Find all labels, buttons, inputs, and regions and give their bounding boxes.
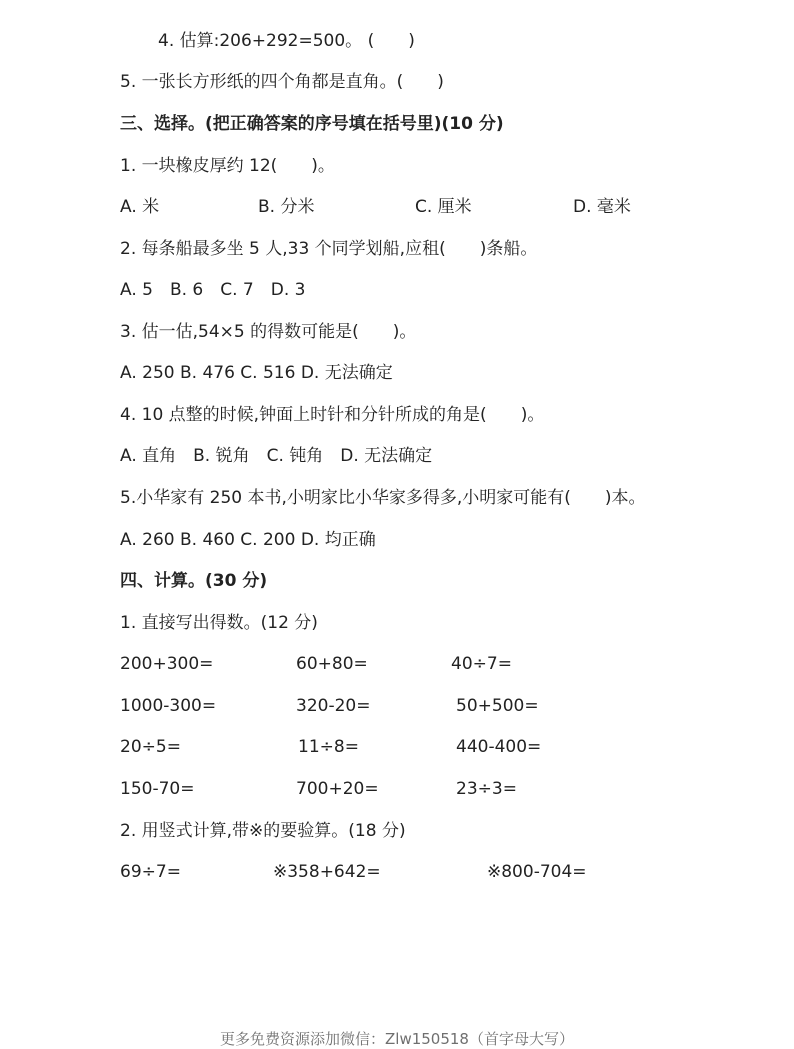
choice-question-5: 5.小华家有 250 本书,小明家比小华家多得多,小明家可能有( )本。 xyxy=(120,488,646,508)
calc-part-2-title: 2. 用竖式计算,带※的要验算。(18 分) xyxy=(120,821,406,841)
choice-3-options: A. 250 B. 476 C. 516 D. 无法确定 xyxy=(120,363,393,383)
oral-calc-item: 20÷5= xyxy=(120,737,181,757)
oral-calc-item: 320-20= xyxy=(296,696,371,716)
vertical-calc-item: ※800-704= xyxy=(487,862,587,882)
choice-1-option-d: D. 毫米 xyxy=(573,197,631,217)
choice-question-1: 1. 一块橡皮厚约 12( )。 xyxy=(120,156,335,176)
choice-1-option-c: C. 厘米 xyxy=(415,197,472,217)
oral-calc-item: 50+500= xyxy=(456,696,539,716)
oral-calc-item: 700+20= xyxy=(296,779,379,799)
oral-calc-item: 150-70= xyxy=(120,779,195,799)
judgement-item-5: 5. 一张长方形纸的四个角都是直角。( ) xyxy=(120,72,444,92)
oral-calc-item: 60+80= xyxy=(296,654,368,674)
choice-5-options: A. 260 B. 460 C. 200 D. 均正确 xyxy=(120,530,376,550)
section-3-heading: 三、选择。(把正确答案的序号填在括号里)(10 分) xyxy=(120,114,504,134)
vertical-calc-item: 69÷7= xyxy=(120,862,181,882)
oral-calc-item: 440-400= xyxy=(456,737,542,757)
choice-2-options: A. 5 B. 6 C. 7 D. 3 xyxy=(120,280,306,300)
oral-calc-item: 40÷7= xyxy=(451,654,512,674)
choice-question-4: 4. 10 点整的时候,钟面上时针和分针所成的角是( )。 xyxy=(120,405,545,425)
footer-contact-note: 更多免费资源添加微信：Zlw150518（首字母大写） xyxy=(220,1030,574,1048)
section-4-heading: 四、计算。(30 分) xyxy=(120,571,268,591)
oral-calc-item: 200+300= xyxy=(120,654,214,674)
choice-1-option-a: A. 米 xyxy=(120,197,160,217)
vertical-calc-item: ※358+642= xyxy=(273,862,381,882)
oral-calc-item: 23÷3= xyxy=(456,779,517,799)
oral-calc-item: 11÷8= xyxy=(298,737,359,757)
judgement-item-4: 4. 估算:206+292=500。 ( ) xyxy=(158,31,415,51)
choice-1-option-b: B. 分米 xyxy=(258,197,315,217)
choice-question-2: 2. 每条船最多坐 5 人,33 个同学划船,应租( )条船。 xyxy=(120,239,538,259)
choice-4-options: A. 直角 B. 锐角 C. 钝角 D. 无法确定 xyxy=(120,446,433,466)
oral-calc-item: 1000-300= xyxy=(120,696,217,716)
choice-question-3: 3. 估一估,54×5 的得数可能是( )。 xyxy=(120,322,417,342)
calc-part-1-title: 1. 直接写出得数。(12 分) xyxy=(120,613,318,633)
